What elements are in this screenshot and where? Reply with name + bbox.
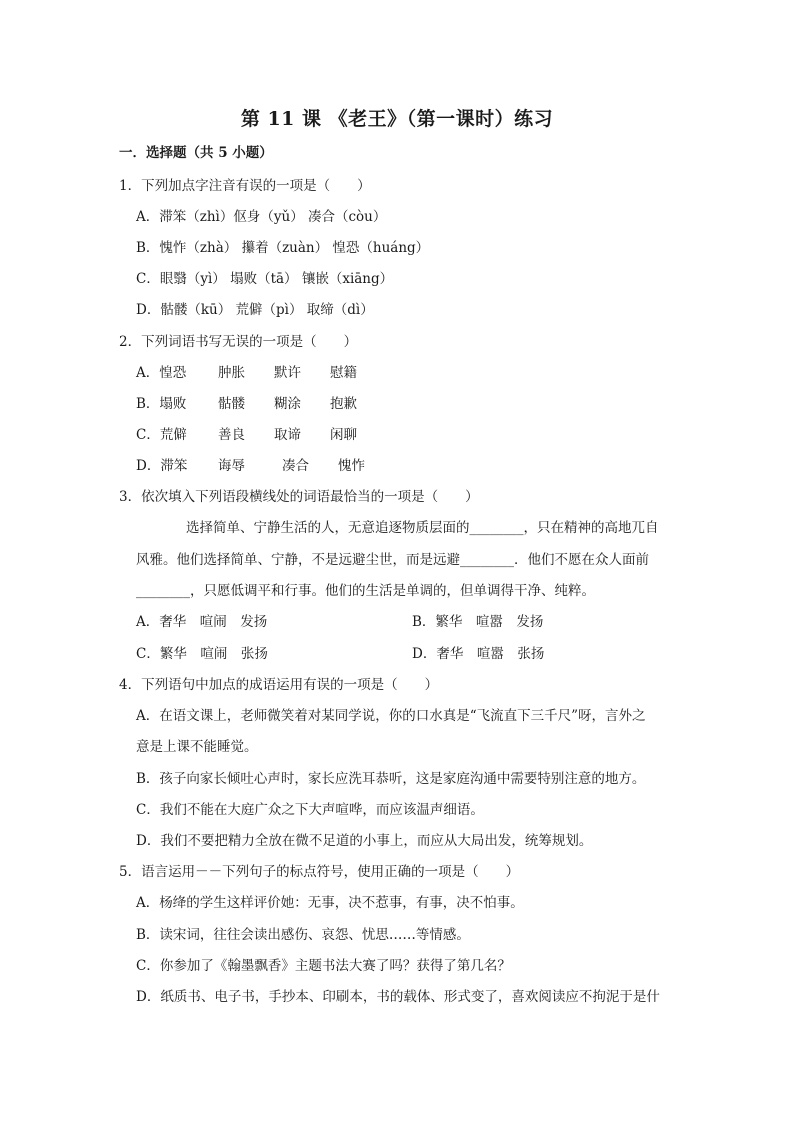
question-1-stem: 1．下列加点字注音有误的一项是（ ） [119,178,371,194]
question-5-option-b: B．读宋词，往往会读出感伤、哀怨、忧思……等情感。 [136,927,470,943]
option-word: 愧怍 [338,458,365,474]
question-3-option-a: A．奢华 喧闹 发扬 [136,614,268,630]
option-word: C．荒僻 [136,427,187,443]
option-word: 骷髅 [218,396,245,412]
question-4-option-c: C．我们不能在大庭广众之下大声喧哗，而应该温声细语。 [136,802,484,818]
option-word: 糊涂 [274,396,301,412]
page-title: 第 11 课 《老王》（第一课时）练习 [240,108,554,130]
question-3-option-d: D．奢华 喧嚣 张扬 [412,646,545,662]
question-3-option-b: B．繁华 喧嚣 发扬 [412,614,544,630]
option-word: D．滞笨 [136,458,188,474]
question-4-option-a-line-1: A．在语文课上，老师微笑着对某同学说，你的口水真是“飞流直下三千尺”呀，言外之 [136,708,646,724]
question-5-stem: 5．语言运用－－下列句子的标点符号，使用正确的一项是（ ） [119,864,520,880]
question-5-option-a: A．杨绛的学生这样评价她：无事，决不惹事，有事，决不怕事。 [136,895,524,911]
question-1-option-d: D．骷髅（kū） 荒僻（pì） 取缔（dì） [136,302,374,318]
question-2-option-b [136,395,357,413]
question-3-passage-line-1: 选择简单、宁静生活的人，无意追逐物质层面的________，只在精神的高地兀自 [186,520,659,536]
question-1-option-c: C．眼翳（yì） 塌败（tā） 镶嵌（xiāng） [136,271,394,287]
question-4-option-a-line-2: 意是上课不能睡觉。 [136,739,258,755]
question-2-option-c [136,426,357,444]
option-word: 慰籍 [330,365,357,381]
option-word: 诲辱 [218,458,245,474]
option-word: A．惶恐 [136,365,187,381]
option-word: 取谛 [274,427,301,443]
question-4-option-b: B．孩子向家长倾吐心声时，家长应洗耳恭听，这是家庭沟通中需要特别注意的地方。 [136,771,646,787]
question-3-passage-line-2: 风雅。他们选择简单、宁静，不是远避尘世，而是远避________．他们不愿在众人面前 [136,552,649,568]
question-3-passage-line-3: ________，只愿低调平和行事。他们的生活是单调的，但单调得干净、纯粹。 [136,583,595,599]
question-5-option-c: C．你参加了《翰墨飘香》主题书法大赛了吗？获得了第几名？ [136,958,511,974]
option-word: B．塌败 [136,396,187,412]
question-3-option-c: C．繁华 喧闹 张扬 [136,646,268,662]
question-4-option-d: D．我们不要把精力全放在微不足道的小事上，而应从大局出发，统筹规划。 [136,833,593,849]
question-4-stem: 4．下列语句中加点的成语运用有误的一项是（ ） [119,677,439,693]
section-heading: 一．选择题（共 5 小题） [119,145,273,161]
option-word: 抱歉 [330,396,357,412]
question-1-option-b: B．愧怍（zhà） 攥着（zuàn） 惶恐（huáng） [136,240,430,256]
option-word: 默许 [274,365,301,381]
option-word: 凑合 [282,458,309,474]
question-2-option-d [136,457,365,475]
question-3-stem: 3．依次填入下列语段横线处的词语最恰当的一项是（ ） [119,489,479,505]
option-word: 闲聊 [330,427,357,443]
question-5-option-d: D．纸质书、电子书，手抄本、印刷本，书的载体、形式变了，喜欢阅读应不拘泥于是什 [136,989,660,1005]
question-2-option-a [136,364,357,382]
option-word: 肿胀 [218,365,245,381]
question-2-stem: 2．下列词语书写无误的一项是（ ） [119,334,358,350]
question-1-option-a: A．滞笨（zhì）伛身（yǔ） 凑合（còu） [136,209,387,225]
option-word: 善良 [218,427,245,443]
